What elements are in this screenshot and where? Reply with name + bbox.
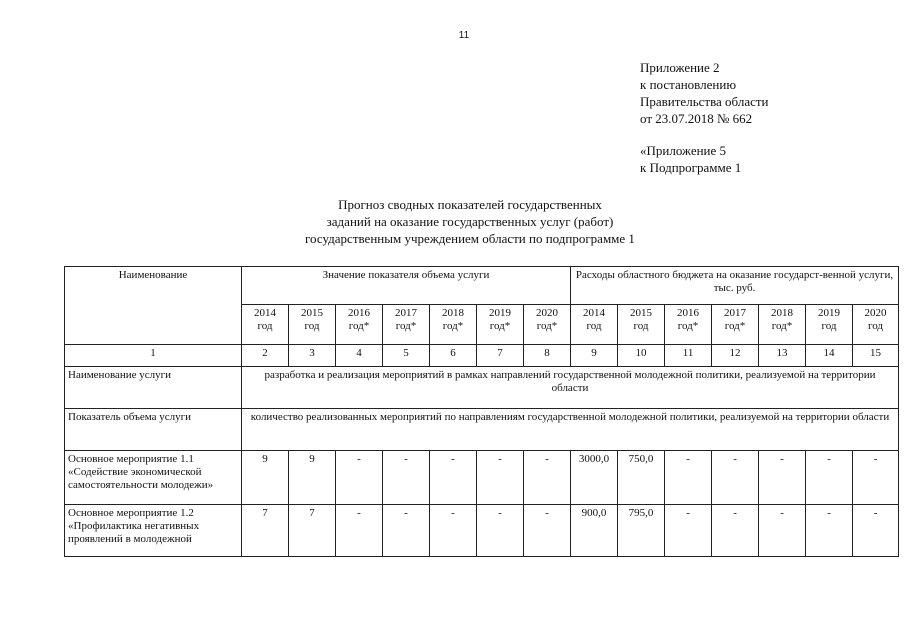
cell-value: - [430, 451, 477, 505]
column-number-row [65, 345, 899, 367]
column-number: 8 [524, 345, 571, 367]
title-line: Прогноз сводных показателей государственных [338, 197, 602, 212]
header-name-continued [65, 305, 242, 345]
column-number: 1 [65, 345, 242, 367]
volume-year: 2018 год* [430, 305, 477, 345]
cell-value: 9 [289, 451, 336, 505]
title-line: заданий на оказание государственных услуг (работ) [326, 214, 614, 229]
column-number: 7 [477, 345, 524, 367]
indicator-value: количество реализованных мероприятий по направлениям государственной молодежной политики, реализуемой на территории области [242, 409, 899, 451]
column-number: 3 [289, 345, 336, 367]
cell-value: 7 [242, 505, 289, 557]
cell-value: - [712, 505, 759, 557]
column-number: 10 [618, 345, 665, 367]
expense-year: 2019 год [806, 305, 853, 345]
volume-year: 2020 год* [524, 305, 571, 345]
cell-value: - [336, 505, 383, 557]
table-row [65, 451, 899, 505]
cell-value: 3000,0 [571, 451, 618, 505]
appendix-main-line: от 23.07.2018 № 662 [640, 111, 753, 126]
appendix-sub-line: к Подпрограмме 1 [640, 160, 742, 175]
expense-year: 2018 год* [759, 305, 806, 345]
column-number: 6 [430, 345, 477, 367]
column-number: 12 [712, 345, 759, 367]
column-number: 11 [665, 345, 712, 367]
appendix-sub-line: «Приложение 5 [640, 143, 727, 158]
column-number: 15 [853, 345, 899, 367]
appendix-main [640, 59, 769, 127]
cell-value: - [336, 451, 383, 505]
header-name: Наименование [65, 267, 242, 305]
header-volume-group: Значение показателя объема услуги [242, 267, 571, 305]
header-group-row [65, 267, 899, 305]
appendix-sub [640, 142, 741, 176]
service-name-label: Наименование услуги [65, 367, 242, 409]
cell-value: - [477, 505, 524, 557]
column-number: 2 [242, 345, 289, 367]
page-number: 11 [458, 30, 470, 41]
service-name-row [65, 367, 899, 409]
cell-value: - [759, 451, 806, 505]
cell-value: - [524, 505, 571, 557]
indicator-label: Показатель объема услуги [65, 409, 242, 451]
cell-value: 795,0 [618, 505, 665, 557]
indicator-row [65, 409, 899, 451]
volume-year: 2014 год [242, 305, 289, 345]
cell-value: 9 [242, 451, 289, 505]
cell-value: - [383, 505, 430, 557]
header-expense-group: Расходы областного бюджета на оказание государст-венной услуги, тыс. руб. [571, 267, 899, 305]
cell-value: - [853, 505, 899, 557]
volume-year: 2016 год* [336, 305, 383, 345]
column-number: 13 [759, 345, 806, 367]
cell-value: - [524, 451, 571, 505]
header-years-row [65, 305, 899, 345]
column-number: 14 [806, 345, 853, 367]
volume-year: 2017 год* [383, 305, 430, 345]
cell-value: - [853, 451, 899, 505]
cell-value: - [477, 451, 524, 505]
document-title [200, 196, 740, 247]
cell-value: - [806, 505, 853, 557]
column-number: 4 [336, 345, 383, 367]
service-name-value: разработка и реализация мероприятий в рамках направлений государственной молодежной политики, реализуемой на территории области [242, 367, 899, 409]
expense-year: 2020 год [853, 305, 899, 345]
title-line: государственным учреждением области по подпрограмме 1 [305, 231, 635, 246]
table-row [65, 505, 899, 557]
cell-value: - [383, 451, 430, 505]
column-number: 5 [383, 345, 430, 367]
appendix-main-line: к постановлению [640, 77, 737, 92]
cell-value: 750,0 [618, 451, 665, 505]
cell-value: 7 [289, 505, 336, 557]
cell-value: 900,0 [571, 505, 618, 557]
cell-value: - [759, 505, 806, 557]
expense-year: 2017 год* [712, 305, 759, 345]
cell-value: - [665, 505, 712, 557]
volume-year: 2015 год [289, 305, 336, 345]
appendix-main-line: Правительства области [640, 94, 769, 109]
cell-value: - [430, 505, 477, 557]
cell-value: - [665, 451, 712, 505]
cell-value: - [806, 451, 853, 505]
expense-year: 2016 год* [665, 305, 712, 345]
cell-value: - [712, 451, 759, 505]
expense-year: 2015 год [618, 305, 665, 345]
expense-year: 2014 год [571, 305, 618, 345]
row-label: Основное мероприятие 1.1 «Содействие экономической самостоятельности молодежи» [65, 451, 242, 505]
column-number: 9 [571, 345, 618, 367]
volume-year: 2019 год* [477, 305, 524, 345]
indicators-table [64, 266, 899, 557]
appendix-main-line: Приложение 2 [640, 60, 720, 75]
row-label: Основное мероприятие 1.2 «Профилактика негативных проявлений в молодежной [65, 505, 242, 557]
